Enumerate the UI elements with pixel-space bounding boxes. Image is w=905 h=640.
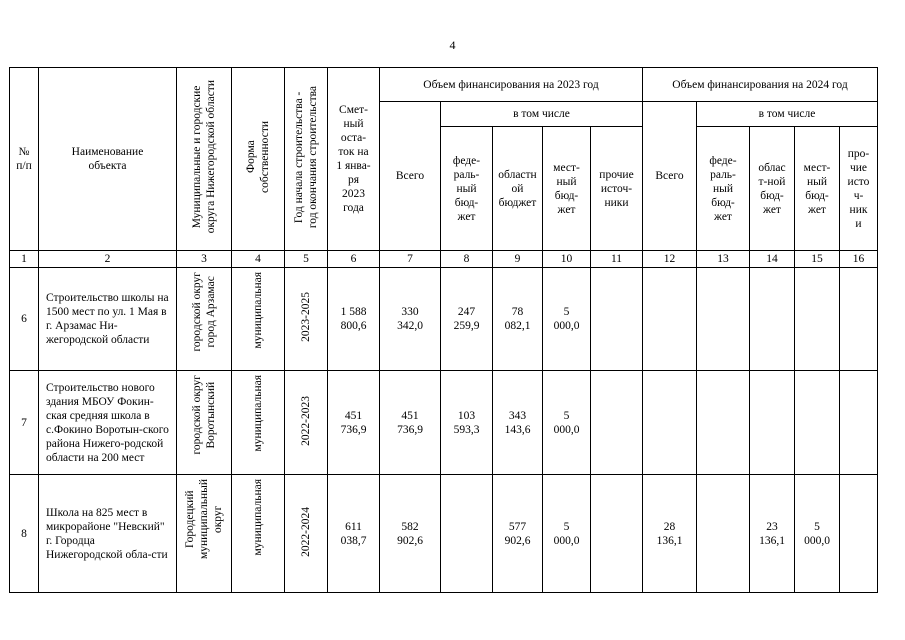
table-row — [10, 371, 878, 475]
other-2024-cell — [840, 475, 878, 593]
balance-cell: 451 736,9 — [328, 371, 380, 475]
total-2023-cell: 330 342,0 — [380, 268, 441, 371]
local-2023-cell: 5 000,0 — [543, 268, 591, 371]
ownership-text: муниципальная — [252, 272, 264, 349]
header-years-text: Год начала строительства - год окончания строительства — [293, 85, 319, 229]
col-num: 2 — [39, 251, 177, 268]
header-ownership-text: Форма собственности — [245, 121, 271, 193]
other-2023-cell — [591, 268, 643, 371]
municipality-cell — [177, 268, 232, 371]
col-num: 11 — [591, 251, 643, 268]
header-fin-2024: Объем финансирования на 2024 год — [643, 68, 878, 102]
table-row — [10, 268, 878, 371]
other-2024-cell — [840, 268, 878, 371]
page-number: 4 — [449, 38, 456, 52]
ownership-cell — [232, 371, 285, 475]
header-federal-2024: феде- раль- ный бюд- жет — [697, 127, 750, 251]
federal-2024-cell — [697, 475, 750, 593]
total-2024-cell — [643, 371, 697, 475]
municipality-cell — [177, 371, 232, 475]
federal-2024-cell — [697, 371, 750, 475]
header-num: № п/п — [10, 68, 39, 251]
ownership-cell — [232, 268, 285, 371]
col-num: 14 — [750, 251, 795, 268]
col-num: 8 — [441, 251, 493, 268]
col-num: 10 — [543, 251, 591, 268]
header-name: Наименование объекта — [39, 68, 177, 251]
header-fin-2023: Объем финансирования на 2023 год — [380, 68, 643, 102]
header-total-2024: Всего — [643, 102, 697, 251]
municipality-text: Городецкий муниципальный округ — [184, 479, 224, 560]
federal-2023-cell: 247 259,9 — [441, 268, 493, 371]
column-numbers-row — [10, 251, 878, 268]
header-other-2023: прочие источ- ники — [591, 127, 643, 251]
col-num: 16 — [840, 251, 878, 268]
local-2024-cell — [795, 371, 840, 475]
total-2024-cell: 28 136,1 — [643, 475, 697, 593]
regional-2024-cell — [750, 371, 795, 475]
col-num: 13 — [697, 251, 750, 268]
regional-2023-cell: 577 902,6 — [493, 475, 543, 593]
financing-table — [9, 67, 878, 593]
header-federal-2023: феде- раль- ный бюд- жет — [441, 127, 493, 251]
header-total-2023: Всего — [380, 102, 441, 251]
col-num: 15 — [795, 251, 840, 268]
header-other-2024: про- чие исто ч- ник и — [840, 127, 878, 251]
header-balance: Смет- ный оста- ток на 1 янва- ря 2023 года — [328, 68, 380, 251]
col-num: 12 — [643, 251, 697, 268]
ownership-text: муниципальная — [252, 375, 264, 452]
header-including-2023: в том числе — [441, 102, 643, 127]
local-2023-cell: 5 000,0 — [543, 371, 591, 475]
table-row — [10, 475, 878, 593]
federal-2023-cell: 103 593,3 — [441, 371, 493, 475]
local-2023-cell: 5 000,0 — [543, 475, 591, 593]
col-num: 7 — [380, 251, 441, 268]
header-local-2023: мест- ный бюд- жет — [543, 127, 591, 251]
years-text: 2022-2023 — [300, 395, 312, 446]
header-ownership — [232, 68, 285, 251]
total-2024-cell — [643, 268, 697, 371]
other-2024-cell — [840, 371, 878, 475]
header-regional-2024: облас т-ной бюд- жет — [750, 127, 795, 251]
municipality-cell — [177, 475, 232, 593]
header-regional-2023: областн ой бюджет — [493, 127, 543, 251]
header-years — [285, 68, 328, 251]
federal-2024-cell — [697, 268, 750, 371]
years-cell — [285, 371, 328, 475]
years-cell — [285, 268, 328, 371]
federal-2023-cell — [441, 475, 493, 593]
header-local-2024: мест- ный бюд- жет — [795, 127, 840, 251]
object-name: Строительство нового здания МБОУ Фокин-ская средняя школа в с.Фокино Воротын-ского района Нижего-родской области на 200 мест — [39, 371, 177, 475]
ownership-text: муниципальная — [252, 479, 264, 556]
col-num: 4 — [232, 251, 285, 268]
ownership-cell — [232, 475, 285, 593]
local-2024-cell: 5 000,0 — [795, 475, 840, 593]
regional-2024-cell: 23 136,1 — [750, 475, 795, 593]
col-num: 9 — [493, 251, 543, 268]
col-num: 1 — [10, 251, 39, 268]
years-cell — [285, 475, 328, 593]
regional-2023-cell: 78 082,1 — [493, 268, 543, 371]
object-name: Строительство школы на 1500 мест по ул. 1 Мая в г. Арзамас Ни-жегородской области — [39, 268, 177, 371]
years-text: 2023-2025 — [300, 292, 312, 342]
row-num: 6 — [10, 268, 39, 371]
balance-cell: 611 038,7 — [328, 475, 380, 593]
header-including-2024: в том числе — [697, 102, 878, 127]
balance-cell: 1 588 800,6 — [328, 268, 380, 371]
years-text: 2022-2024 — [300, 506, 312, 557]
col-num: 6 — [328, 251, 380, 268]
total-2023-cell: 451 736,9 — [380, 371, 441, 475]
municipality-text: городской округ Воротынский — [191, 375, 217, 455]
col-num: 5 — [285, 251, 328, 268]
header-row-1 — [10, 68, 878, 102]
row-num: 8 — [10, 475, 39, 593]
total-2023-cell: 582 902,6 — [380, 475, 441, 593]
regional-2023-cell: 343 143,6 — [493, 371, 543, 475]
municipality-text: городской округ город Арзамас — [191, 272, 217, 352]
header-municipality — [177, 68, 232, 251]
row-num: 7 — [10, 371, 39, 475]
object-name: Школа на 825 мест в микрорайоне "Невский" г. Городца Нижегородской обла-сти — [39, 475, 177, 593]
other-2023-cell — [591, 475, 643, 593]
local-2024-cell — [795, 268, 840, 371]
col-num: 3 — [177, 251, 232, 268]
other-2023-cell — [591, 371, 643, 475]
header-municipality-text: Муниципальные и городские округа Нижегородской области — [191, 80, 217, 234]
regional-2024-cell — [750, 268, 795, 371]
